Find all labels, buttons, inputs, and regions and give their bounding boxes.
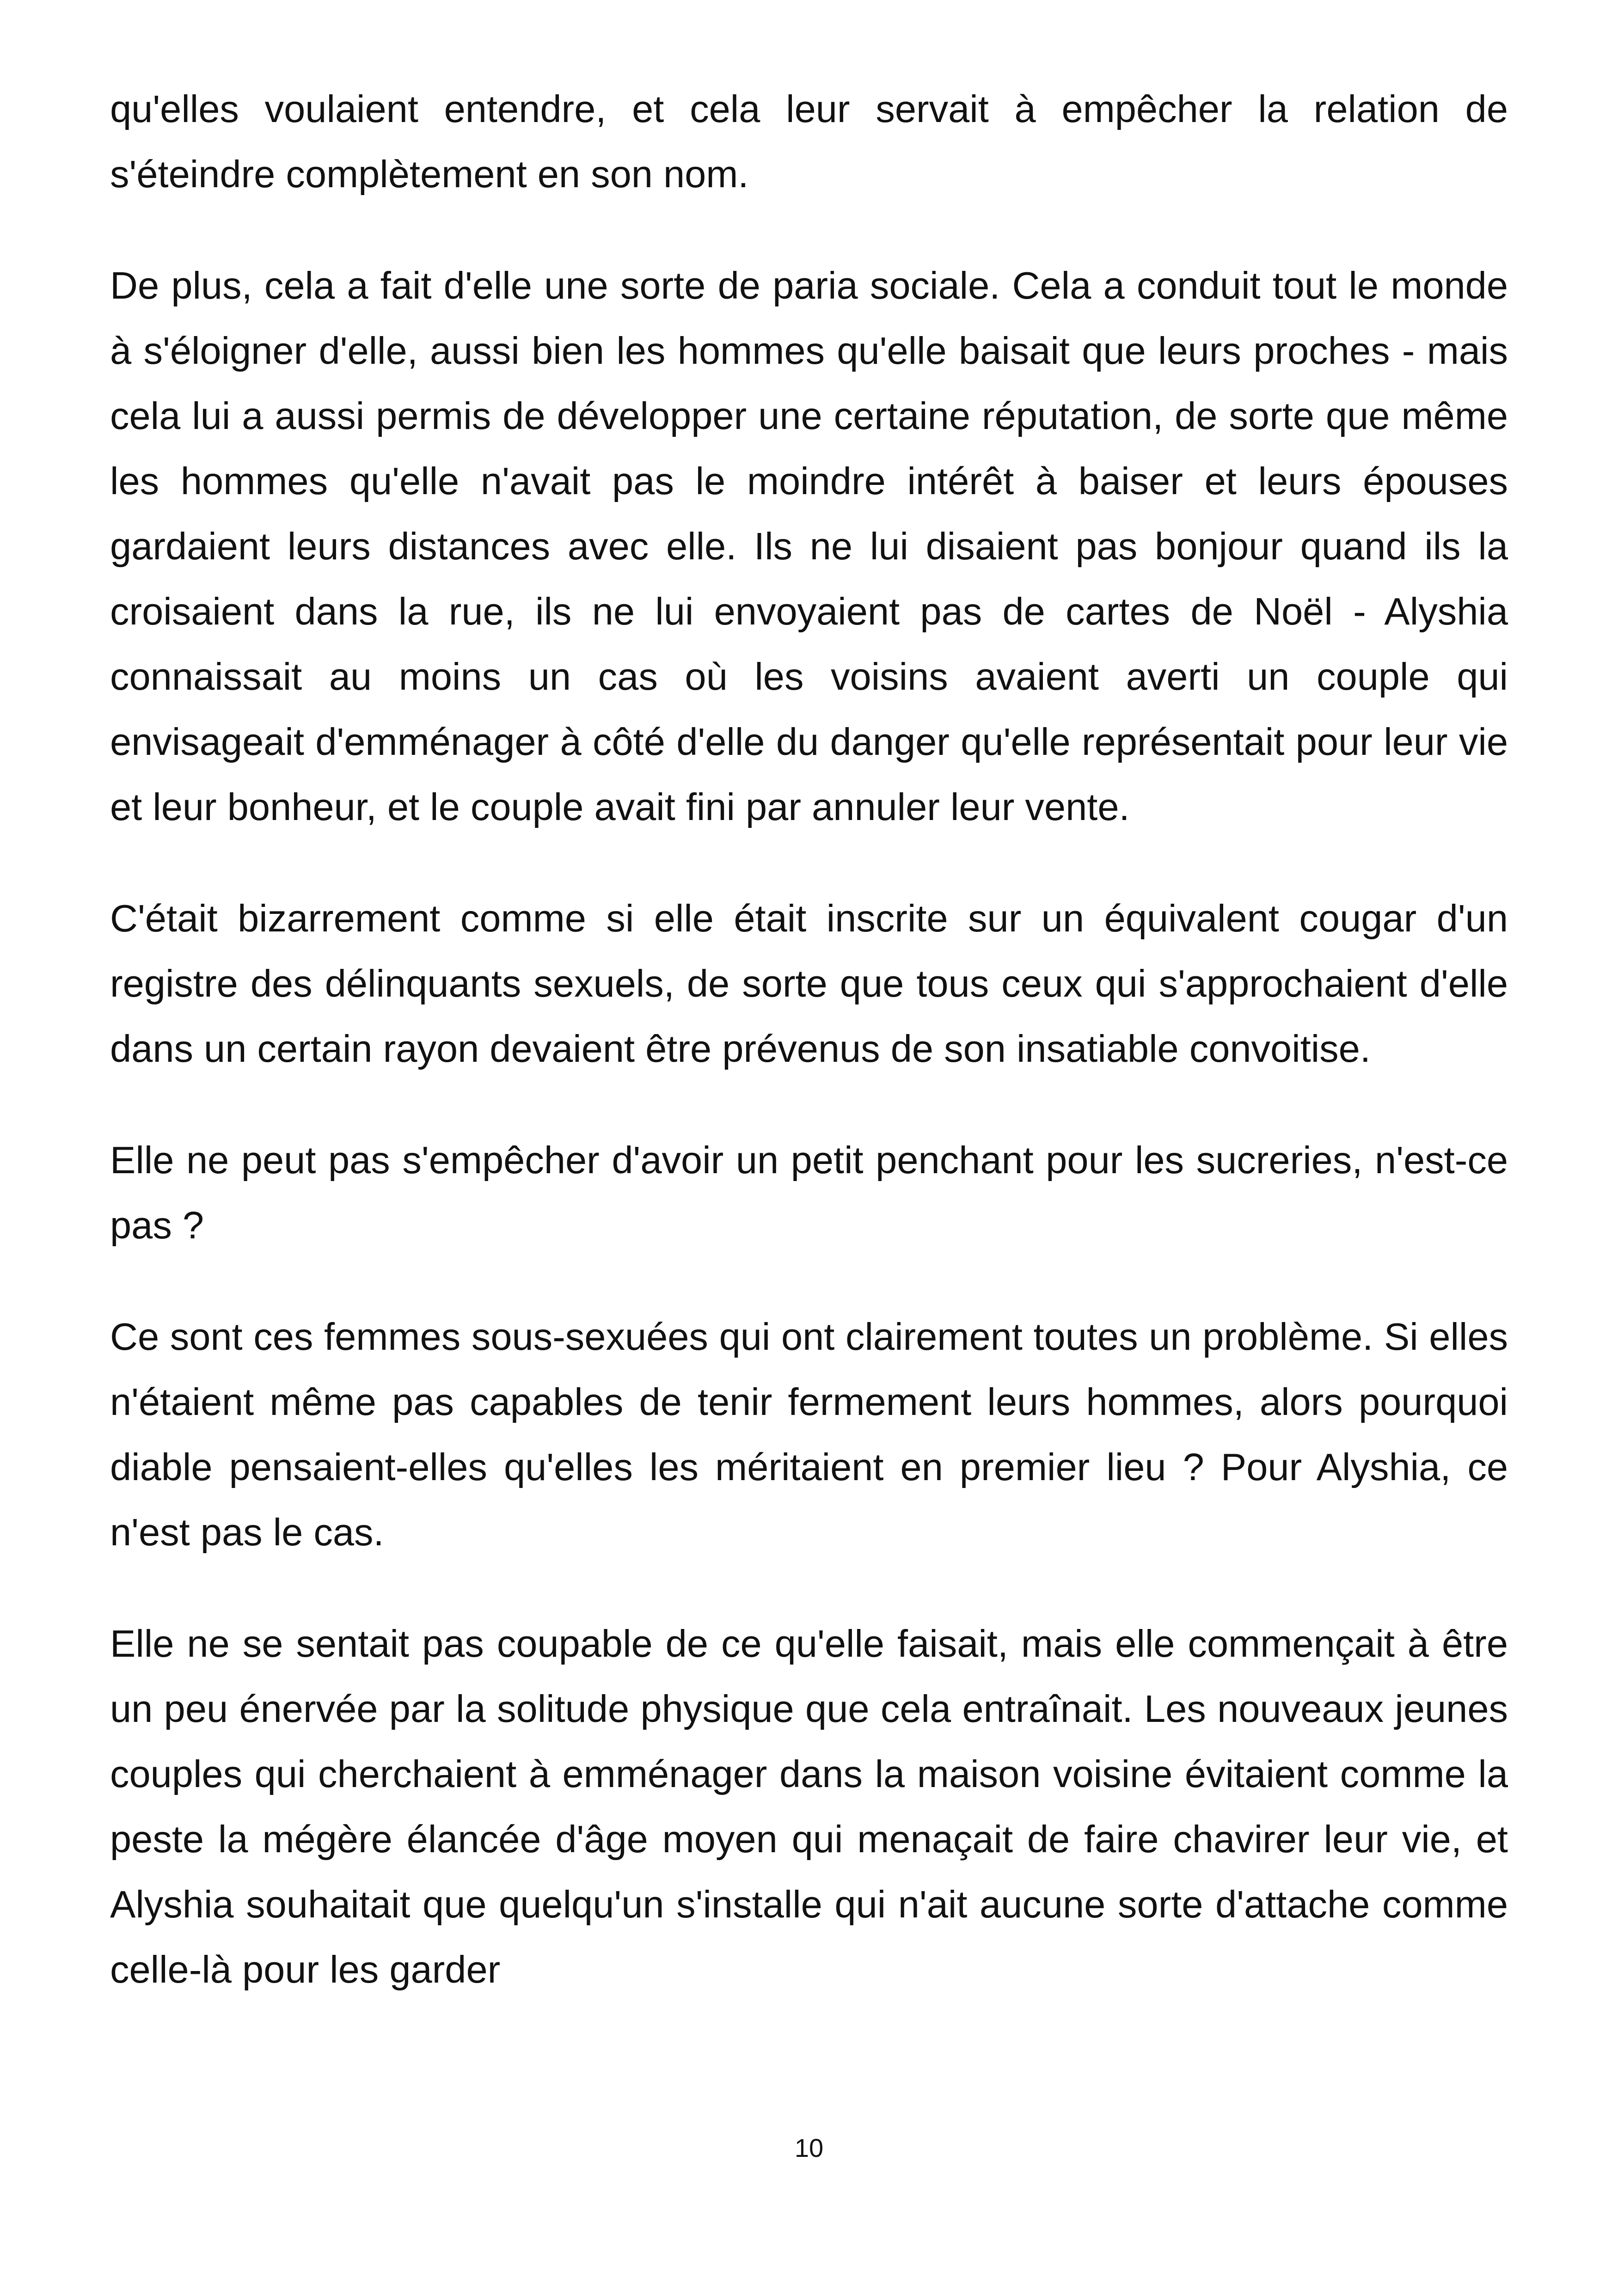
paragraph-6: Elle ne se sentait pas coupable de ce qu'elle faisait, mais elle commençait à être un peu énervée par la solitude physique que cela entraînait. Les nouveaux jeunes couples qui cherchaient à emménager dans la maison voisine évitaient comme la peste la mégère élancée d'âge moyen qui menaçait de faire chavirer leur vie, et Alyshia souhaitait que quelqu'un s'installe qui n'ait aucune sorte d'attache comme celle-là pour les garder [110, 1622, 1508, 1991]
paragraph-1: qu'elles voulaient entendre, et cela leur servait à empêcher la relation de s'éteindre complètement en son nom. [110, 87, 1508, 196]
paragraph-5: Ce sont ces femmes sous-sexuées qui ont clairement toutes un problème. Si elles n'étaient même pas capables de tenir fermement leurs hommes, alors pourquoi diable pensaient-elles qu'elles les méritaient en premier lieu ? Pour Alyshia, ce n'est pas le cas. [110, 1315, 1508, 1554]
paragraph-2: De plus, cela a fait d'elle une sorte de paria sociale. Cela a conduit tout le monde à s'éloigner d'elle, aussi bien les hommes qu'elle baisait que leurs proches - mais cela lui a aussi permis de développer une certaine réputation, de sorte que même les hommes qu'elle n'avait pas le moindre intérêt à baiser et leurs épouses gardaient leurs distances avec elle. Ils ne lui disaient pas bonjour quand ils la croisaient dans la rue, ils ne lui envoyaient pas de cartes de Noël - Alyshia connaissait au moins un cas où les voisins avaient averti un couple qui envisageait d'emménager à côté d'elle du danger qu'elle représentait pour leur vie et leur bonheur, et le couple avait fini par annuler leur vente. [110, 264, 1508, 828]
paragraph-4: Elle ne peut pas s'empêcher d'avoir un petit penchant pour les sucreries, n'est-ce pas ? [110, 1139, 1508, 1247]
paragraph-3: C'était bizarrement comme si elle était inscrite sur un équivalent cougar d'un registre des délinquants sexuels, de sorte que tous ceux qui s'approchaient d'elle dans un certain rayon devaient être prévenus de son insatiable convoitise. [110, 897, 1508, 1070]
page-number: 10 [794, 2133, 824, 2162]
body-text [110, 76, 1508, 2048]
